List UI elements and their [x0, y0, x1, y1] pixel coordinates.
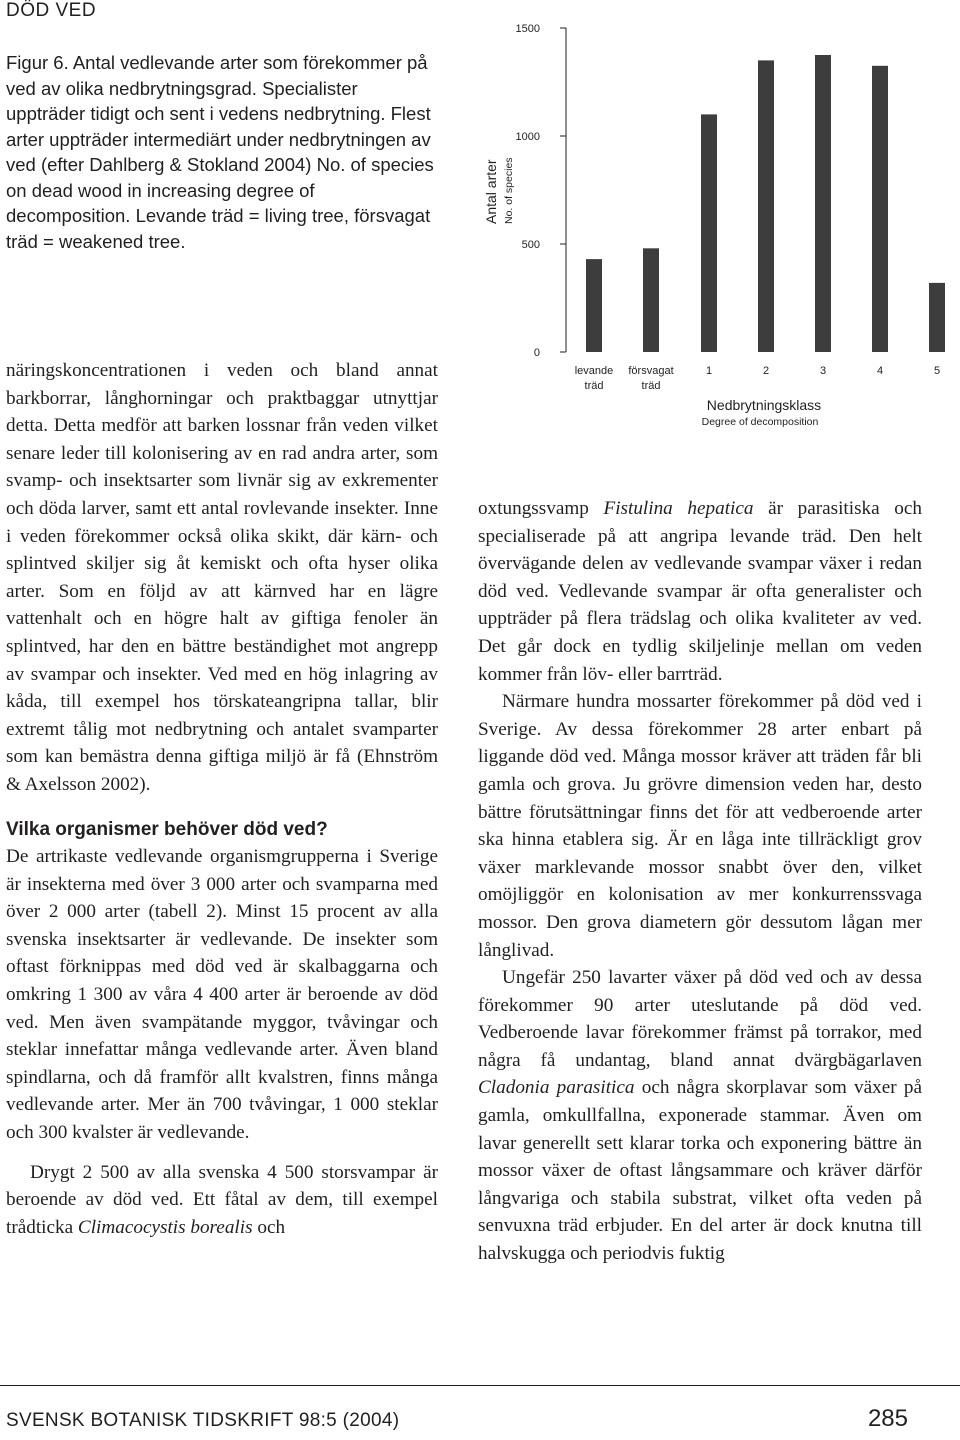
right-paragraph-3	[478, 964, 922, 1268]
x-axis-label-en: Degree of decomposition	[701, 416, 819, 428]
right-p3-text-b: och några skorplavar som växer på gamla, omkullfallna, exponerade stammar. Även om lavar generellt sett klarar torka och exponering bättre än mossor växer de oftast långsammare och kräver därför långvariga och stabila substrat, vilket ofta veden på senvuxna träd erbjuder. En del arter är dock knutna till halvskugga och periodvis fuktig	[478, 1077, 922, 1265]
left-p3-text-a: Drygt 2 500 av alla svenska 4 500 storsvampar är beroende av död ved. Ett fåtal av dem, till exempel trådticka	[6, 1161, 438, 1238]
paragraph-gap	[6, 1147, 438, 1159]
right-paragraph-2: Närmare hundra mossarter förekommer på död ved i Sverige. Av dessa förekommer 28 arter enbart på liggande död ved. Många mossor kräver att träden får bli gamla och grova. Ju grövre dimension veden har, desto bättre förutsättningar finns det för att vedberoende arter ska hinna etablera sig. Är en låga inte tillräckligt grov växer marklevande mossor snabbt över den, vilket omöjliggör en kolonisation av mer konkurrenssvaga mossor. Den grova diametern gör dessutom lågan mer långlivad.	[478, 691, 922, 961]
x-axis-label: Nedbrytningsklass	[706, 397, 822, 413]
x-tick-label: försvagat	[628, 365, 674, 377]
bar-chart	[470, 14, 960, 434]
bar-7	[929, 283, 945, 352]
right-column	[478, 495, 922, 1268]
caption-english: No. of species on dead wood in increasing degree of decomposition. Levande träd = living tree, försvagat träd = weakened tree.	[6, 154, 434, 252]
y-tick-label: 1000	[515, 131, 540, 143]
left-paragraph-2: De artrikaste vedlevande organismgrupperna i Sverige är insekterna med över 3 000 arter och svamparna med över 2 000 arter (tabell 2). Minst 15 procent av alla svenska insektsarter är vedlevande. De insekter som oftast förknippas med död ved är skalbaggarna och omkring 1 300 av våra 4 400 arter är beroende av död ved. Men även svampätande myggor, tvåvingar och steklar innefattar många vedlevande arter. Även bland spindlarna, och då framför allt kvalstren, finns många vedlevande arter. Mer än 700 tvåvingar, 1 000 steklar och 300 kvalster är vedlevande.	[6, 846, 438, 1144]
left-column	[6, 357, 438, 1241]
right-p1-text-b: är parasitiska och specialiserade på att angripa levande träd. Den helt övervägande delen av vedlevande svampar växer i redan död ved. Vedlevande svampar är ofta generalister och uppträder på flera trädslag och olika kvaliteter av ved. Det går dock en tydlig skiljelinje mellan om veden kommer från löv- eller barrträd.	[478, 498, 922, 685]
bar-1	[586, 259, 602, 352]
figure-6-chart	[470, 14, 960, 434]
x-tick-label: 2	[762, 365, 770, 377]
species-name-fistulina: Fistulina hepatica	[603, 498, 754, 519]
bar-6	[872, 66, 888, 352]
y-tick-label: 0	[533, 347, 540, 359]
footer-rule	[0, 1385, 960, 1386]
y-tick-label: 500	[521, 239, 540, 251]
journal-footer: SVENSK BOTANISK TIDSKRIFT 98:5 (2004)	[6, 1410, 400, 1431]
species-name-climacocystis: Climacocystis borealis	[77, 1216, 253, 1238]
bar-3	[701, 114, 717, 352]
figure-caption	[6, 50, 436, 254]
x-tick-label: träd	[641, 380, 661, 392]
running-head: DÖD VED	[6, 0, 97, 21]
caption-swedish: Figur 6. Antal vedlevande arter som förekommer på ved av olika nedbrytningsgrad. Specialister uppträder tidigt och sent i vedens nedbrytning. Flest arter uppträder intermediärt under nedbrytningen av ved (efter Dahlberg & Stokland 2004)	[6, 52, 431, 175]
y-axis-label-en: No. of species	[503, 157, 515, 224]
species-name-cladonia: Cladonia parasitica	[478, 1077, 635, 1099]
x-tick-label: 1	[705, 365, 713, 377]
section-heading: Vilka organismer behöver död ved?	[6, 818, 328, 840]
left-p3-text-b: och	[252, 1216, 286, 1238]
y-axis-label: Antal arter	[483, 159, 499, 224]
x-tick-label: 5	[933, 365, 941, 377]
left-paragraph-1: näringskoncentrationen i veden och bland annat barkborrar, långhorningar och praktbaggar utnyttjar detta. Detta medför att barken lossnar från veden vilket senare leder till kolonisering av en rad andra arter, som svamp- och insektsarter som livnär sig av exkrementer och döda larver, samt ett antal rovlevande insekter. Inne i veden förekommer också olika skikt, där kärn- och splintved skiljer sig åt kemiskt och ofta hyser olika arter. Som en följd av att kärnved har en lägre vattenhalt och en högre halt av giftiga fenoler än splintved, har den en bättre beständighet mot angrepp av svampar och insekter. Ved med en hög inlagring av kåda, till exempel hos törskateangripna tallar, blir extremt tålig mot nedbrytning och antalet svamparter som kan bemästra denna giftiga miljö är få (Ehnström & Axelsson 2002).	[6, 360, 438, 795]
x-tick-label: 3	[819, 365, 827, 377]
x-tick-label: träd	[584, 380, 604, 392]
right-p3-text-a: Ungefär 250 lavarter växer på död ved och av dessa förekommer 90 arter uteslutande på död ved. Vedberoende lavar förekommer främst på torrakor, med några få undantag, bland annat dvärgbägarlaven	[478, 967, 922, 1071]
y-tick-label: 1500	[515, 23, 540, 35]
left-paragraph-3	[6, 1159, 438, 1242]
right-p1-text-a: oxtungssvamp	[478, 498, 604, 519]
x-tick-label: 4	[876, 365, 884, 377]
page-number: 285	[867, 1405, 908, 1432]
bar-4	[758, 60, 774, 352]
bar-5	[815, 55, 831, 352]
right-paragraph-1	[478, 495, 922, 688]
x-tick-label: levande	[574, 365, 614, 377]
bar-2	[643, 248, 659, 352]
